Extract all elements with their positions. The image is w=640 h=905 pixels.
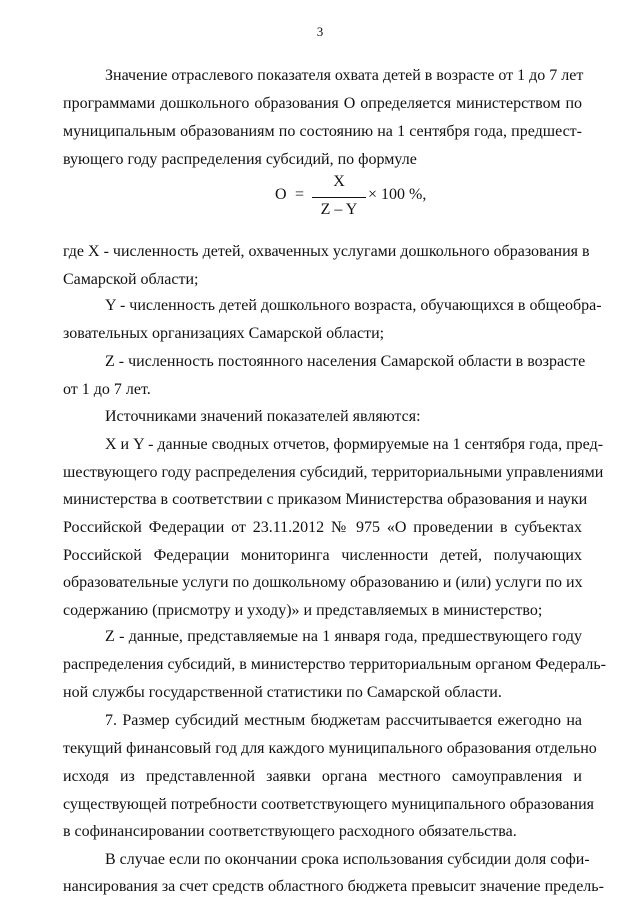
text-line: Источниками значений показателей являются: (105, 408, 421, 425)
text-line: шествующего году распределения субсидий, территориальными управлениями (63, 464, 604, 481)
text-line: программами дошкольного образования О определяется министерством по (63, 95, 582, 112)
formula-lhs: O (275, 186, 287, 203)
formula-multiplier: × 100 %, (368, 186, 427, 203)
text-line: существующей потребности соответствующего муниципального образования (63, 796, 595, 813)
text-line: Значение отраслевого показателя охвата детей в возрасте от 1 до 7 лет (105, 67, 584, 84)
text-line: Z - численность постоянного населения Самарской области в возрасте (105, 353, 586, 370)
text-line: от 1 до 7 лет. (63, 381, 151, 398)
formula-equals: = (295, 186, 305, 203)
fraction-bar (312, 197, 366, 198)
text-line: вующего году распределения субсидий, по формуле (63, 151, 417, 168)
text-line: распределения субсидий, в министерство территориальным органом Федераль- (63, 656, 606, 673)
text-line: образовательные услуги по дошкольному образованию и (или) услуги по их (63, 574, 583, 591)
text-line: Российской Федерации мониторинга численности детей, получающих (63, 547, 582, 564)
text-line: в софинансировании соответствующего расходного обязательства. (63, 823, 517, 840)
text-line: Z - данные, представляемые на 1 января года, предшествующего году (105, 628, 582, 645)
text-line: муниципальным образованиям по состоянию на 1 сентября года, предшест- (63, 123, 582, 140)
formula (275, 173, 435, 223)
text-line: содержанию (присмотру и уходу)» и представляемых в министерство; (63, 602, 543, 619)
text-line: X и Y - данные сводных отчетов, формируемые на 1 сентября года, пред- (105, 436, 604, 453)
text-line: Самарской области; (63, 271, 199, 288)
text-line: В случае если по окончании срока использования субсидии доля софи- (105, 851, 590, 868)
text-line: министерства в соответствии с приказом Министерства образования и науки (63, 491, 588, 508)
text-line: нансирования за счет средств областного бюджета превысит значение предель- (63, 878, 604, 895)
text-line: где X - численность детей, охваченных услугами дошкольного образования в (63, 243, 590, 260)
formula-denominator: Z – Y (320, 201, 358, 218)
text-line: ной службы государственной статистики по Самарской области. (63, 684, 502, 701)
text-line: текущий финансовый год для каждого муниципального образования отдельно (63, 740, 597, 757)
text-line: Y - численность детей дошкольного возраста, обучающихся в общеобра- (105, 297, 602, 314)
page-number: 3 (316, 24, 324, 39)
text-line: зовательных организациях Самарской области; (63, 325, 385, 342)
text-line: исходя из представленной заявки органа местного самоуправления и (63, 768, 582, 785)
text-line: Российской Федерации от 23.11.2012 № 975 «О проведении в субъектах (63, 519, 582, 536)
formula-numerator: X (333, 173, 345, 190)
text-line: 7. Размер субсидий местным бюджетам рассчитывается ежегодно на (105, 712, 582, 729)
